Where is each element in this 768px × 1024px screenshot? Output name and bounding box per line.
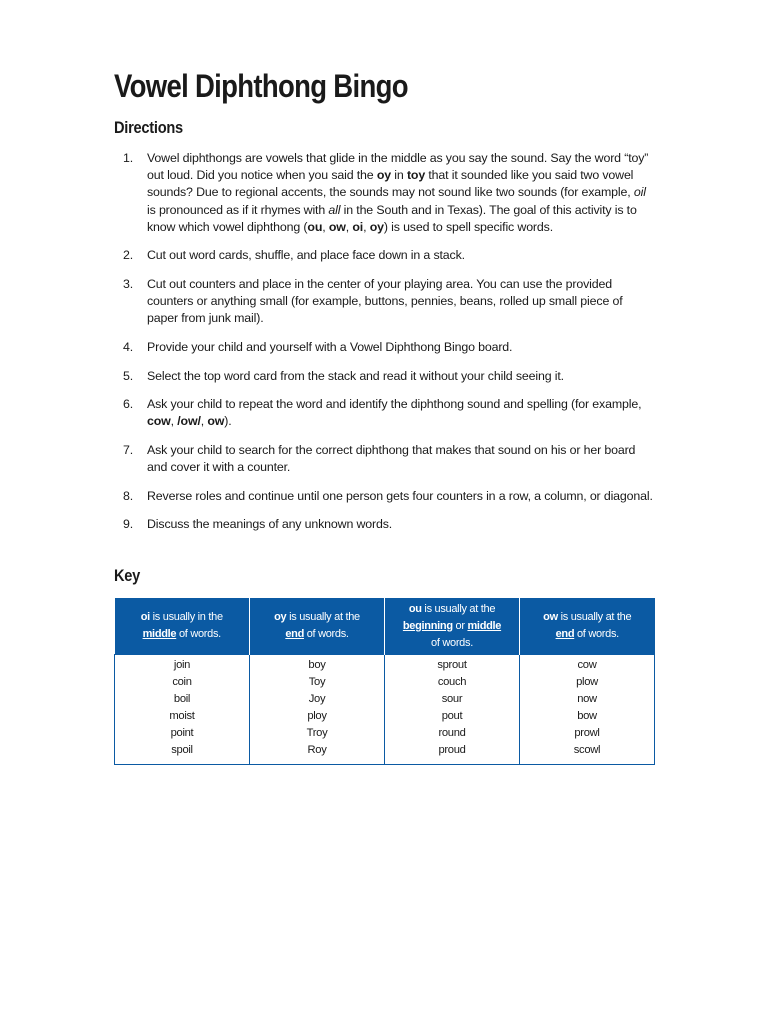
key-words-row — [115, 655, 655, 765]
header-oy: oy is usually at the end of words. — [250, 598, 385, 655]
step-number: 7. — [123, 442, 134, 457]
step-number: 6. — [123, 397, 134, 412]
direction-step-7 — [114, 442, 656, 476]
header-ou: ou is usually at the beginning or middle of words. — [385, 598, 520, 655]
word: ploy — [307, 710, 327, 722]
column-oi-words — [115, 655, 250, 765]
header-oi: oi is usually in the middle of words. — [115, 598, 250, 655]
column-ow-words — [520, 655, 655, 765]
step-text: Provide your child and yourself with a Vowel Diphthong Bingo board. — [147, 340, 513, 354]
word: Toy — [308, 676, 326, 688]
word: boil — [173, 693, 191, 705]
worksheet-page — [114, 66, 656, 756]
step-number: 8. — [123, 488, 134, 503]
key-heading: Key — [114, 566, 141, 585]
word: Joy — [308, 693, 326, 705]
direction-step-3 — [114, 276, 656, 328]
word: pout — [441, 710, 463, 722]
step-text: Cut out word cards, shuffle, and place face down in a stack. — [147, 248, 465, 263]
word: proud — [438, 744, 466, 756]
step-number: 3. — [123, 277, 134, 291]
step-text: Select the top word card from the stack and read it without your child seeing it. — [147, 368, 564, 383]
word: boy — [308, 659, 326, 671]
column-ou-words — [385, 655, 520, 765]
word: cow — [577, 659, 597, 671]
directions-list — [114, 150, 656, 545]
direction-step-6: 6. Ask your child to repeat the word and identify the diphthong sound and spelling (for example, cow, /ow/, ow). — [123, 397, 642, 429]
step-number: 4. — [123, 340, 134, 354]
direction-step-5 — [114, 368, 656, 385]
direction-step-2 — [114, 247, 656, 264]
word: sprout — [437, 659, 467, 671]
word: now — [577, 693, 597, 705]
step-number: 5. — [123, 368, 134, 383]
direction-step-4 — [114, 339, 656, 356]
word: plow — [576, 676, 598, 688]
word: round — [438, 727, 466, 739]
word: bow — [577, 710, 597, 722]
column-oy-words — [250, 655, 385, 765]
step-text: Reverse roles and continue until one person gets four counters in a row, a column, or diagonal. — [147, 488, 653, 503]
step-text: Ask your child to search for the correct diphthong that makes that sound on his or her board and cover it with a counter. — [147, 442, 636, 475]
word: point — [170, 727, 194, 739]
directions-heading: Directions — [114, 118, 183, 137]
step-number: 2. — [123, 248, 134, 263]
key-header-row — [115, 598, 655, 655]
word: spoil — [171, 744, 193, 756]
direction-step-9 — [114, 516, 656, 533]
word: prowl — [574, 727, 600, 739]
word: Roy — [307, 744, 327, 756]
word: moist — [169, 710, 195, 722]
step-text: Discuss the meanings of any unknown words. — [147, 517, 393, 532]
direction-step-8 — [114, 488, 656, 505]
direction-step-1: 1. Vowel diphthongs are vowels that glide in the middle as you say the sound. Say the word “toy” out loud. Did you notice when you said the oy in toy that it sounded like you said two vowel sounds? Due to regional accents, the sounds may not sound like two sounds (for example, oil is pronounced as if it rhymes with all in the South and in Texas). The goal of this activity is to know which vowel diphthong (ou, ow, oi, oy) is used to spell specific words. — [123, 151, 649, 234]
word: couch — [437, 676, 467, 688]
word: join — [173, 659, 191, 671]
header-ow: ow is usually at the end of words. — [520, 598, 655, 655]
step-number: 1. — [123, 151, 134, 165]
word: coin — [172, 676, 192, 688]
word: sour — [441, 693, 463, 705]
step-text: Cut out counters and place in the center of your playing area. You can use the provided counters or anything small (for example, buttons, pennies, beans, rolled up small piece of paper from junk mail). — [147, 277, 623, 326]
step-number: 9. — [123, 517, 134, 532]
word: Troy — [306, 727, 328, 739]
word: scowl — [573, 744, 601, 756]
page-title: Vowel Diphthong Bingo — [114, 68, 408, 104]
key-table — [114, 598, 655, 765]
